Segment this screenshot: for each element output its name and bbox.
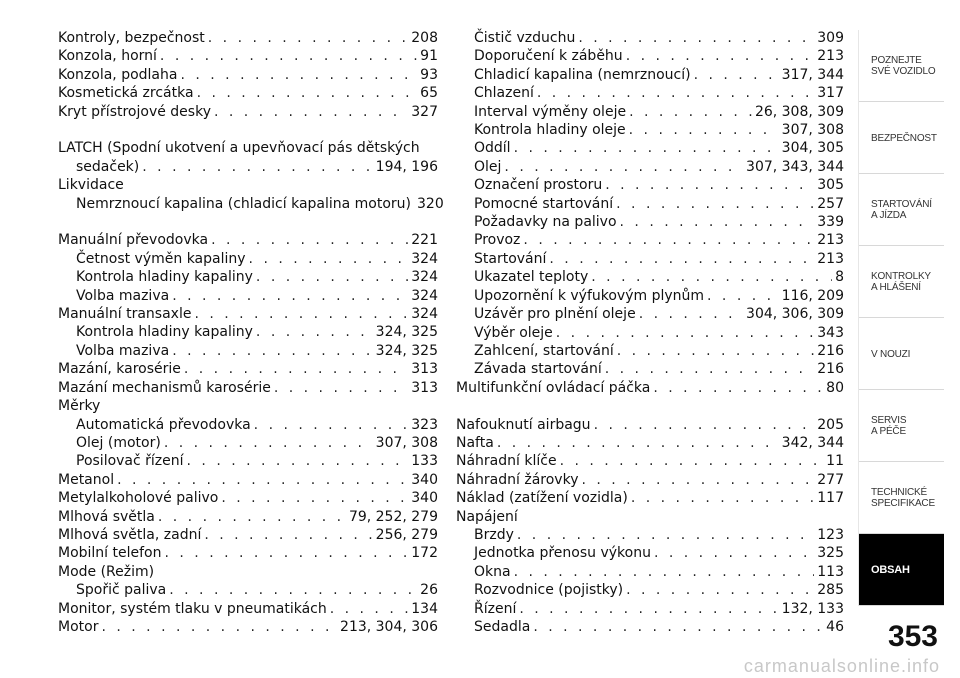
index-term: Měrky bbox=[58, 398, 101, 415]
page-ref: 343 bbox=[817, 324, 844, 341]
index-term: Spořič paliva bbox=[76, 582, 167, 599]
index-subentry bbox=[456, 29, 844, 47]
leader-dots bbox=[626, 47, 815, 65]
index-subentry bbox=[456, 544, 844, 562]
index-term: Ukazatel teploty bbox=[474, 269, 589, 286]
leader-dots bbox=[533, 618, 823, 636]
index-entry bbox=[58, 66, 438, 84]
index-entry bbox=[58, 139, 438, 157]
section-tab-label: BEZPEČNOST bbox=[871, 132, 937, 144]
index-term: Monitor, systém tlaku v pneumatikách bbox=[58, 600, 327, 617]
leader-dots bbox=[523, 231, 814, 249]
index-column-left bbox=[58, 29, 444, 636]
index-subentry bbox=[456, 324, 844, 342]
leader-dots bbox=[556, 324, 815, 342]
leader-dots bbox=[214, 103, 408, 121]
index-term: Volba maziva bbox=[76, 342, 170, 359]
page-ref: 339 bbox=[817, 214, 844, 231]
index-subentry bbox=[456, 268, 844, 286]
page-ref: 324 bbox=[411, 250, 438, 267]
index-entry bbox=[58, 305, 438, 323]
leader-dots bbox=[211, 231, 408, 249]
index-term: Motor bbox=[58, 618, 99, 635]
index-term: Manuální převodovka bbox=[58, 232, 209, 249]
index-term: Mazání, karosérie bbox=[58, 361, 181, 378]
index-subentry bbox=[58, 342, 438, 360]
page-ref: 340 bbox=[411, 471, 438, 488]
index-term: Napájení bbox=[456, 508, 518, 525]
index-entry-continuation bbox=[58, 158, 438, 176]
index-term: Kosmetická zrcátka bbox=[58, 85, 194, 102]
index-term: Požadavky na palivo bbox=[474, 214, 617, 231]
page-ref: 213 bbox=[817, 48, 844, 65]
index-term: Kontrola hladiny kapaliny bbox=[76, 324, 253, 341]
page-ref: 46 bbox=[826, 618, 844, 635]
leader-dots bbox=[194, 305, 408, 323]
index-term: Automatická převodovka bbox=[76, 416, 251, 433]
index-subentry bbox=[456, 250, 844, 268]
index-entry bbox=[58, 618, 438, 636]
index-subentry bbox=[456, 563, 844, 581]
leader-dots bbox=[204, 526, 372, 544]
index-subentry bbox=[456, 66, 844, 84]
page-ref: 317, 344 bbox=[781, 66, 844, 83]
leader-dots bbox=[629, 121, 779, 139]
index-term: Okna bbox=[474, 563, 511, 580]
leader-dots bbox=[519, 600, 778, 618]
page-ref: 324, 325 bbox=[375, 324, 438, 341]
page-ref: 305 bbox=[817, 177, 844, 194]
page-ref: 313 bbox=[411, 361, 438, 378]
index-term: Řízení bbox=[474, 600, 517, 617]
index-term: Mode (Režim) bbox=[58, 563, 155, 580]
index-term: Mobilní telefon bbox=[58, 545, 162, 562]
index-term: Posilovač řízení bbox=[76, 453, 184, 470]
page-ref: 324 bbox=[411, 306, 438, 323]
index-subentry bbox=[456, 581, 844, 599]
leader-dots bbox=[605, 360, 815, 378]
index-subentry bbox=[58, 268, 438, 286]
page-ref: 116, 209 bbox=[781, 287, 844, 304]
leader-dots bbox=[256, 323, 373, 341]
index-term: Nafta bbox=[456, 434, 494, 451]
index-term: Čistič vzduchu bbox=[474, 30, 576, 46]
page-ref: 307, 308 bbox=[781, 122, 844, 139]
leader-dots bbox=[707, 287, 779, 305]
leader-dots bbox=[605, 176, 814, 194]
index-term: Závada startování bbox=[474, 361, 602, 378]
index-term: Metanol bbox=[58, 471, 115, 488]
index-subentry bbox=[58, 434, 438, 452]
spacer bbox=[58, 213, 438, 231]
index-term: Chladicí kapalina (nemrznoucí) bbox=[474, 66, 691, 83]
index-entry bbox=[58, 397, 438, 415]
leader-dots bbox=[639, 305, 743, 323]
page-ref: 123 bbox=[817, 526, 844, 543]
page-ref: 172 bbox=[411, 545, 438, 562]
index-subentry bbox=[456, 287, 844, 305]
leader-dots bbox=[208, 29, 408, 47]
index-term: Kryt přístrojové desky bbox=[58, 103, 211, 120]
section-tab-label: KONTROLKY A HLÁŠENÍ bbox=[871, 271, 931, 293]
leader-dots bbox=[197, 84, 418, 102]
page-ref: 304, 306, 309 bbox=[746, 306, 844, 323]
page-ref: 117 bbox=[817, 490, 844, 507]
leader-dots bbox=[187, 452, 409, 470]
index-term: Oddíl bbox=[474, 140, 511, 157]
index-term: Multifunkční ovládací páčka bbox=[456, 379, 651, 396]
index-entry bbox=[58, 563, 438, 581]
page-ref: 317 bbox=[817, 85, 844, 102]
index-subentry bbox=[456, 176, 844, 194]
leader-dots bbox=[101, 618, 337, 636]
index-subentry bbox=[456, 231, 844, 249]
page-ref: 11 bbox=[826, 453, 844, 470]
leader-dots bbox=[160, 47, 417, 65]
page-ref: 325 bbox=[817, 545, 844, 562]
section-tab[interactable] bbox=[858, 462, 944, 534]
index-term: Četnost výměn kapaliny bbox=[76, 250, 246, 267]
leader-dots bbox=[169, 581, 417, 599]
leader-dots bbox=[616, 195, 814, 213]
leader-dots bbox=[549, 250, 814, 268]
index-term: Mlhová světla, zadní bbox=[58, 526, 202, 543]
page-ref: 26, 308, 309 bbox=[754, 103, 844, 120]
index-subentry bbox=[58, 287, 438, 305]
leader-dots bbox=[517, 526, 814, 544]
index-term: Výběr oleje bbox=[474, 324, 553, 341]
index-subentry bbox=[456, 360, 844, 378]
page-ref: 324 bbox=[411, 287, 438, 304]
index-subentry bbox=[456, 195, 844, 213]
leader-dots bbox=[626, 581, 814, 599]
leader-dots bbox=[184, 360, 408, 378]
leader-dots bbox=[594, 416, 815, 434]
index-term: Mlhová světla bbox=[58, 508, 155, 525]
page-ref: 342, 344 bbox=[781, 434, 844, 451]
index-term: Mazání mechanismů karosérie bbox=[58, 379, 271, 396]
index-entry bbox=[58, 544, 438, 562]
index-subentry bbox=[456, 103, 844, 121]
section-tab[interactable] bbox=[858, 102, 944, 174]
page-ref: 213, 304, 306 bbox=[340, 618, 438, 635]
leader-dots bbox=[620, 213, 815, 231]
page-ref: 323 bbox=[411, 416, 438, 433]
index-term: Konzola, horní bbox=[58, 48, 157, 65]
index-entry bbox=[58, 360, 438, 378]
page-ref: 340 bbox=[411, 490, 438, 507]
leader-dots bbox=[221, 489, 408, 507]
page-ref: 79, 252, 279 bbox=[348, 508, 438, 525]
index-entry bbox=[58, 526, 438, 544]
index-term: Olej (motor) bbox=[76, 434, 161, 451]
page-ref: 277 bbox=[817, 471, 844, 488]
index-term: Metylalkoholové palivo bbox=[58, 490, 219, 507]
spacer bbox=[58, 121, 438, 139]
index-subentry bbox=[58, 195, 444, 213]
page-ref: 113 bbox=[817, 563, 844, 580]
leader-dots bbox=[172, 342, 372, 360]
leader-dots bbox=[560, 452, 824, 470]
page-ref: 134 bbox=[411, 600, 438, 617]
page-ref: 307, 343, 344 bbox=[746, 158, 844, 175]
page-ref: 221 bbox=[411, 232, 438, 249]
page-ref: 213 bbox=[817, 250, 844, 267]
index-entry bbox=[456, 508, 844, 526]
section-tab-label: SERVIS A PÉČE bbox=[871, 415, 907, 437]
index-column-right bbox=[456, 29, 844, 636]
index-entry bbox=[58, 84, 438, 102]
index-term: Kontrola hladiny oleje bbox=[474, 122, 626, 139]
index-term: Volba maziva bbox=[76, 287, 170, 304]
page-ref: 309 bbox=[817, 30, 844, 46]
leader-dots bbox=[330, 600, 409, 618]
page-ref: 324 bbox=[411, 269, 438, 286]
leader-dots bbox=[653, 379, 823, 397]
index-term: sedaček) bbox=[76, 158, 140, 175]
section-tab[interactable] bbox=[858, 318, 944, 390]
index-subentry bbox=[456, 139, 844, 157]
index-subentry bbox=[58, 452, 438, 470]
page-ref: 91 bbox=[420, 48, 438, 65]
index-subentry bbox=[456, 600, 844, 618]
page-ref: 8 bbox=[835, 269, 844, 286]
page-ref: 26 bbox=[420, 582, 438, 599]
leader-dots bbox=[274, 379, 408, 397]
index-term: Chlazení bbox=[474, 85, 534, 102]
section-tab[interactable] bbox=[858, 174, 944, 246]
index-term: Uzávěr pro plnění oleje bbox=[474, 306, 636, 323]
index-subentry bbox=[456, 47, 844, 65]
section-tab[interactable] bbox=[858, 390, 944, 462]
leader-dots bbox=[617, 342, 815, 360]
leader-dots bbox=[654, 544, 814, 562]
page-ref: 80 bbox=[826, 379, 844, 396]
index-term: Jednotka přenosu výkonu bbox=[474, 545, 651, 562]
index-term: Konzola, podlaha bbox=[58, 66, 178, 83]
index-term: Doporučení k záběhu bbox=[474, 48, 623, 65]
leader-dots bbox=[249, 250, 409, 268]
page-ref: 213 bbox=[817, 232, 844, 249]
index-term: Brzdy bbox=[474, 526, 514, 543]
index-term: Náhradní žárovky bbox=[456, 471, 579, 488]
page-ref: 320 bbox=[417, 195, 444, 212]
leader-dots bbox=[514, 139, 779, 157]
index-entry bbox=[456, 471, 844, 489]
index-subentry bbox=[58, 581, 438, 599]
index-term: Zahlcení, startování bbox=[474, 342, 614, 359]
index-entry bbox=[58, 471, 438, 489]
index-term: Sedadla bbox=[474, 618, 531, 635]
page-ref: 93 bbox=[420, 66, 438, 83]
leader-dots bbox=[581, 471, 814, 489]
page-ref: 256, 279 bbox=[375, 526, 438, 543]
index-term: Likvidace bbox=[58, 177, 124, 194]
page-ref: 65 bbox=[420, 85, 438, 102]
section-tab-label: V NOUZI bbox=[871, 348, 911, 360]
leader-dots bbox=[497, 434, 779, 452]
page-ref: 307, 308 bbox=[375, 434, 438, 451]
index-entry bbox=[58, 176, 438, 194]
index-term: Nafouknutí airbagu bbox=[456, 416, 591, 433]
index-entry bbox=[58, 600, 438, 618]
index-term: Kontroly, bezpečnost bbox=[58, 30, 205, 46]
section-tab-label: POZNEJTE SVÉ VOZIDLO bbox=[871, 55, 936, 77]
section-sidebar bbox=[858, 30, 944, 613]
leader-dots bbox=[514, 563, 815, 581]
leader-dots bbox=[180, 66, 417, 84]
section-tab[interactable] bbox=[858, 534, 944, 606]
leader-dots bbox=[591, 268, 832, 286]
leader-dots bbox=[254, 416, 409, 434]
page-ref: 133 bbox=[411, 453, 438, 470]
index-subentry bbox=[456, 121, 844, 139]
index-term: LATCH (Spodní ukotvení a upevňovací pás dětských bbox=[58, 140, 420, 157]
index-term: Interval výměny oleje bbox=[474, 103, 627, 120]
page-ref: 285 bbox=[817, 582, 844, 599]
page-ref: 132, 133 bbox=[781, 600, 844, 617]
index-subentry bbox=[58, 250, 438, 268]
index-subentry bbox=[456, 158, 844, 176]
index-entry bbox=[58, 379, 438, 397]
page-ref: 313 bbox=[411, 379, 438, 396]
page-ref: 257 bbox=[817, 195, 844, 212]
leader-dots bbox=[537, 84, 814, 102]
index-term: Nemrznoucí kapalina (chladicí kapalina motoru) bbox=[76, 195, 412, 212]
leader-dots bbox=[172, 287, 408, 305]
watermark-url: carmanualsonline.info bbox=[743, 656, 940, 676]
page-ref: 208 bbox=[411, 30, 438, 46]
leader-dots bbox=[578, 29, 814, 47]
index-entry bbox=[58, 508, 438, 526]
leader-dots bbox=[164, 434, 373, 452]
index-entry bbox=[58, 489, 438, 507]
section-tab-label: OBSAH bbox=[871, 563, 910, 576]
index-term: Startování bbox=[474, 250, 547, 267]
index-entry bbox=[58, 29, 438, 47]
index-term: Pomocné startování bbox=[474, 195, 614, 212]
index-entry bbox=[456, 452, 844, 470]
index-subentry bbox=[58, 416, 438, 434]
spacer bbox=[456, 397, 844, 415]
page-ref: 304, 305 bbox=[781, 140, 844, 157]
index-term: Kontrola hladiny kapaliny bbox=[76, 269, 253, 286]
leader-dots bbox=[631, 489, 814, 507]
leader-dots bbox=[158, 508, 346, 526]
leader-dots bbox=[117, 471, 408, 489]
index-term: Označení prostoru bbox=[474, 177, 603, 194]
index-subentry bbox=[58, 323, 438, 341]
index-subentry bbox=[456, 213, 844, 231]
index-entry bbox=[58, 231, 438, 249]
section-tab-label: STARTOVÁNÍ A JÍZDA bbox=[871, 199, 932, 221]
index-entry bbox=[456, 416, 844, 434]
index-term: Provoz bbox=[474, 232, 521, 249]
index-term: Náklad (zatížení vozidla) bbox=[456, 490, 628, 507]
section-tab-label: TECHNICKÉ SPECIFIKACE bbox=[871, 487, 935, 509]
leader-dots bbox=[165, 544, 409, 562]
page-number: 353 bbox=[887, 620, 938, 653]
leader-dots bbox=[256, 268, 408, 286]
index-subentry bbox=[456, 618, 844, 636]
leader-dots bbox=[504, 158, 743, 176]
index-entry bbox=[58, 47, 438, 65]
page-ref: 327 bbox=[411, 103, 438, 120]
page-ref: 194, 196 bbox=[375, 158, 438, 175]
index-entry bbox=[456, 379, 844, 397]
index-term: Náhradní klíče bbox=[456, 453, 557, 470]
page-ref: 324, 325 bbox=[375, 342, 438, 359]
leader-dots bbox=[629, 103, 752, 121]
index-entry bbox=[456, 434, 844, 452]
index-subentry bbox=[456, 84, 844, 102]
page-ref: 216 bbox=[817, 361, 844, 378]
index-subentry bbox=[456, 342, 844, 360]
index-term: Rozvodnice (pojistky) bbox=[474, 582, 624, 599]
section-tab[interactable] bbox=[858, 246, 944, 318]
index-term: Olej bbox=[474, 158, 502, 175]
page-ref: 205 bbox=[817, 416, 844, 433]
index-term: Manuální transaxle bbox=[58, 306, 192, 323]
leader-dots bbox=[694, 66, 779, 84]
index-subentry bbox=[456, 526, 844, 544]
leader-dots bbox=[142, 158, 372, 176]
section-tab[interactable] bbox=[858, 30, 944, 102]
index-entry bbox=[58, 103, 438, 121]
page-ref: 216 bbox=[817, 342, 844, 359]
index-term: Upozornění k výfukovým plynům bbox=[474, 287, 705, 304]
index-subentry bbox=[456, 305, 844, 323]
index-entry bbox=[456, 489, 844, 507]
